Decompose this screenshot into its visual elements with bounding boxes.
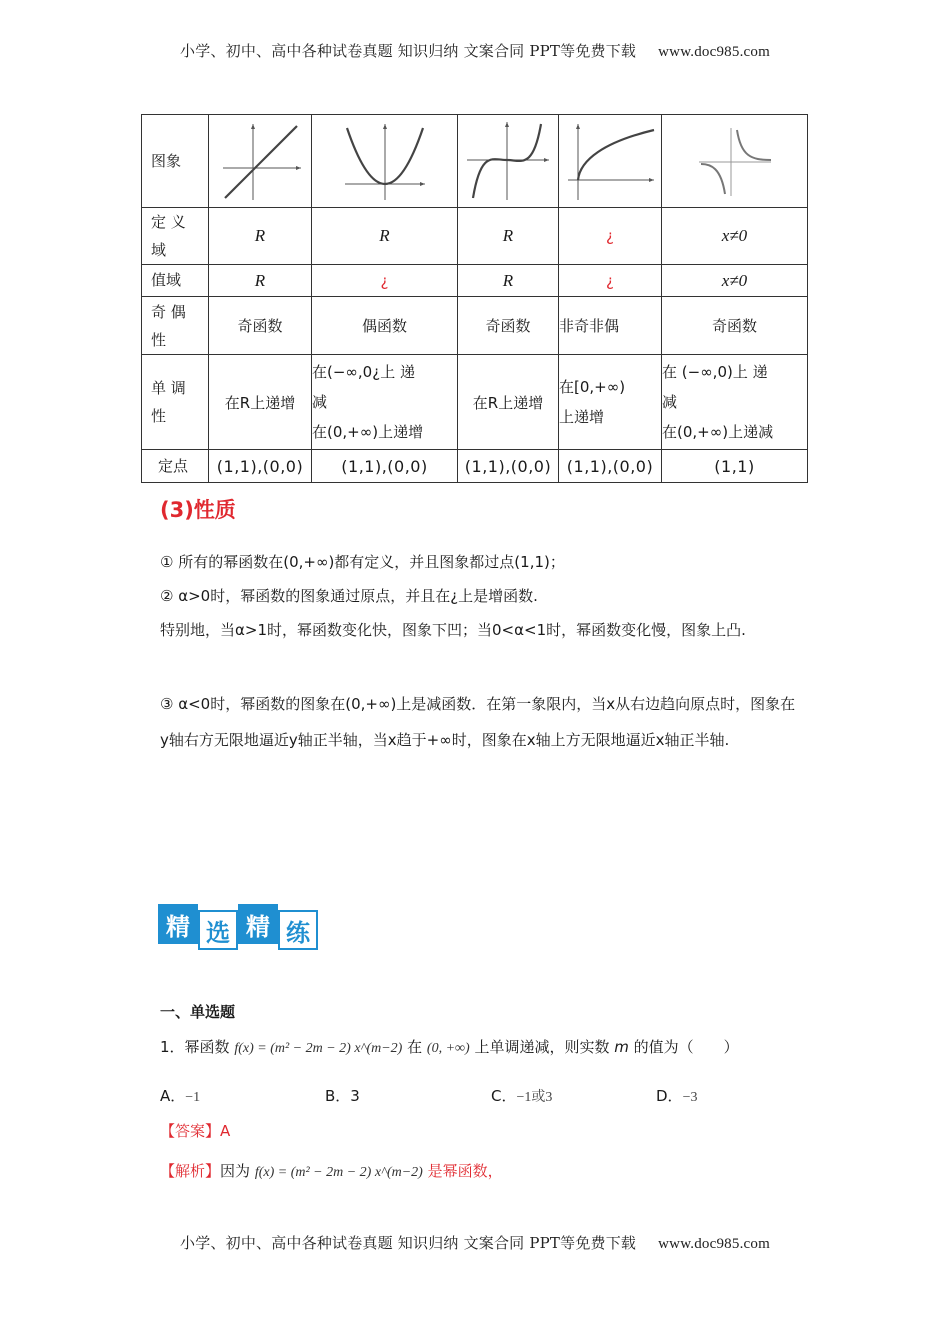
- answer: 【答案】A: [160, 1122, 231, 1140]
- option-b-value: 3: [350, 1087, 360, 1105]
- question-heading: 一、单选题: [160, 1003, 236, 1021]
- property-3: 特别地，当α>1时，幂函数变化快，图象下凹；当0<α<1时，幂函数变化慢，图象上凸.: [160, 621, 746, 639]
- q1-formula: f(x) = (m² − 2m − 2) x^(m−2): [234, 1041, 403, 1056]
- option-b-label: B．: [325, 1087, 351, 1105]
- badge-char-3: 精: [238, 904, 278, 944]
- page-header: [0, 40, 950, 61]
- point-3: (1,1),(0,0): [458, 450, 559, 483]
- option-d-label: D．: [656, 1087, 683, 1105]
- option-a[interactable]: [160, 1085, 200, 1106]
- property-1: ① 所有的幂函数在(0,+∞)都有定义，并且图象都过点(1,1)；: [160, 553, 565, 571]
- row-fixed-point: [142, 450, 808, 483]
- footer-url[interactable]: www.doc985.com: [658, 1236, 770, 1252]
- option-d-value: −3: [682, 1090, 698, 1105]
- option-a-label: A．: [160, 1087, 186, 1105]
- option-b[interactable]: [325, 1085, 360, 1106]
- section-title: (3)性质: [160, 498, 236, 522]
- mono-5: 在 (−∞,0)上 递 减 在(0,+∞)上递减: [662, 355, 808, 450]
- domain-3: R: [458, 208, 559, 265]
- domain-2: R: [312, 208, 458, 265]
- parity-4: 非奇非偶: [559, 297, 662, 355]
- graph-square: [312, 115, 458, 208]
- range-2: ¿: [312, 265, 458, 297]
- option-c-label: C．: [491, 1087, 517, 1105]
- practice-badge: [158, 904, 318, 950]
- q1-end: 的值为（ ）: [633, 1038, 739, 1056]
- header-text: 小学、初中、高中各种试卷真题 知识归纳 文案合同 PPT等免费下载: [180, 42, 637, 60]
- parity-5: 奇函数: [662, 297, 808, 355]
- mono-4: 在[0,+∞) 上递增: [559, 355, 662, 450]
- point-1: (1,1),(0,0): [209, 450, 312, 483]
- label-fixed-point: 定点: [142, 450, 209, 483]
- option-a-value: −1: [185, 1090, 201, 1105]
- q1-mid: 在: [407, 1038, 423, 1056]
- domain-5: x≠0: [662, 208, 808, 265]
- graph-sqrt: [559, 115, 662, 208]
- label-parity: 奇 偶 性: [142, 297, 209, 355]
- point-4: (1,1),(0,0): [559, 450, 662, 483]
- badge-char-1: 精: [158, 904, 198, 944]
- q1-suffix: 上单调递减，则实数: [474, 1038, 610, 1056]
- range-3: R: [458, 265, 559, 297]
- option-c[interactable]: [491, 1085, 552, 1106]
- label-range: 值域: [142, 265, 209, 297]
- mono-3: 在R上递增: [458, 355, 559, 450]
- question-1: [160, 1036, 739, 1057]
- domain-1: R: [209, 208, 312, 265]
- footer-text: 小学、初中、高中各种试卷真题 知识归纳 文案合同 PPT等免费下载: [180, 1234, 637, 1252]
- badge-char-2: 选: [198, 910, 238, 950]
- label-domain: 定 义 域: [142, 208, 209, 265]
- range-4: ¿: [559, 265, 662, 297]
- badge-char-4: 练: [278, 910, 318, 950]
- range-1: R: [209, 265, 312, 297]
- analysis-tail: 是幂函数，: [427, 1162, 503, 1180]
- mono-1: 在R上递增: [209, 355, 312, 450]
- parity-3: 奇函数: [458, 297, 559, 355]
- option-c-value: −1或3: [516, 1090, 553, 1105]
- analysis-text: 因为: [220, 1162, 251, 1180]
- parity-2: 偶函数: [312, 297, 458, 355]
- graph-reciprocal: [662, 115, 808, 208]
- analysis-formula: f(x) = (m² − 2m − 2) x^(m−2): [254, 1165, 423, 1180]
- analysis-label: 【解析】: [160, 1162, 221, 1180]
- row-parity: [142, 297, 808, 355]
- option-d[interactable]: [656, 1085, 697, 1106]
- mono-2: 在(−∞,0¿上 递 减 在(0,+∞)上递增: [312, 355, 458, 450]
- property-4: ③ α<0时，幂函数的图象在(0,+∞)上是减函数．在第一象限内，当x从右边趋向原点时，图象在y轴右方无限地逼近y轴正半轴，当x趋于+∞时，图象在x轴上方无限地逼近x轴正半轴.: [160, 695, 796, 749]
- label-monotonic: 单 调 性: [142, 355, 209, 450]
- page-footer: [0, 1232, 950, 1253]
- property-2: ② α>0时，幂函数的图象通过原点，并且在¿上是增函数.: [160, 587, 538, 605]
- graph-linear: [209, 115, 312, 208]
- parity-1: 奇函数: [209, 297, 312, 355]
- graph-cubic: [458, 115, 559, 208]
- row-graph: [142, 115, 808, 208]
- row-range: [142, 265, 808, 297]
- power-function-table: [141, 114, 808, 483]
- row-monotonic: [142, 355, 808, 450]
- label-graph: 图象: [142, 115, 209, 208]
- q1-var: m: [614, 1038, 629, 1056]
- analysis: [160, 1160, 503, 1181]
- range-5: x≠0: [662, 265, 808, 297]
- q1-interval: (0, +∞): [426, 1041, 470, 1056]
- point-5: (1,1): [662, 450, 808, 483]
- domain-4: ¿: [559, 208, 662, 265]
- q1-prefix: 1．幂函数: [160, 1038, 230, 1056]
- point-2: (1,1),(0,0): [312, 450, 458, 483]
- row-domain: [142, 208, 808, 265]
- header-url[interactable]: www.doc985.com: [658, 44, 770, 60]
